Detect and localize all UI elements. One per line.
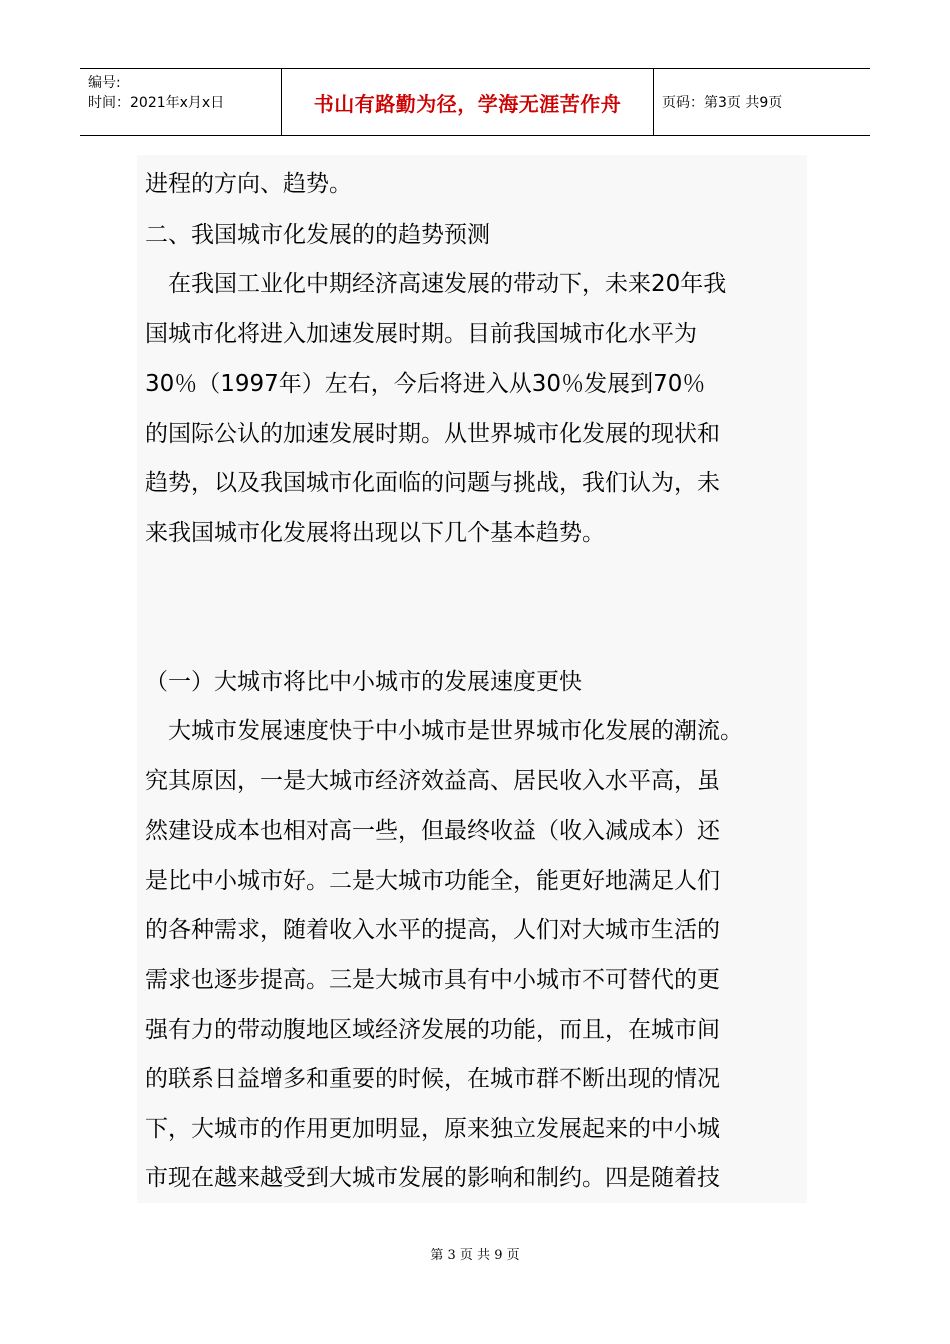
number-label: 编号: (88, 75, 121, 91)
text-line: 强有力的带动腹地区域经济发展的功能，而且，在城市间 (145, 1017, 720, 1043)
body-text-area (137, 155, 807, 1203)
text-line: 国城市化将进入加速发展时期。目前我国城市化水平为 (145, 321, 697, 347)
text-line: 的国际公认的加速发展时期。从世界城市化发展的现状和 (145, 421, 720, 447)
text-line: 然建设成本也相对高一些，但最终收益（收入减成本）还 (145, 818, 720, 844)
text-line: 大城市发展速度快于中小城市是世界城市化发展的潮流。 (145, 718, 743, 744)
subsection-heading: （一）大城市将比中小城市的发展速度更快 (145, 669, 582, 695)
document-header (80, 68, 870, 136)
header-meta-cell (80, 69, 282, 135)
text-line: 的各种需求，随着收入水平的提高，人们对大城市生活的 (145, 917, 720, 943)
date-line: 时间：2021年x月x日 (88, 95, 225, 111)
text-line: 究其原因，一是大城市经济效益高、居民收入水平高，虽 (145, 768, 720, 794)
text-line: 30％（1997年）左右，今后将进入从30％发展到70％ (145, 371, 706, 397)
text-line: 来我国城市化发展将出现以下几个基本趋势。 (145, 520, 605, 546)
text-line: 市现在越来越受到大城市发展的影响和制约。四是随着技 (145, 1165, 720, 1191)
section-heading: 二、我国城市化发展的的趋势预测 (145, 222, 490, 248)
text-line: 是比中小城市好。二是大城市功能全，能更好地满足人们 (145, 868, 720, 894)
page-footer: 第 3 页 共 9 页 (430, 1248, 520, 1263)
text-line: 趋势，以及我国城市化面临的问题与挑战，我们认为，未 (145, 470, 720, 496)
header-page-code: 页码：第3页 共9页 (662, 95, 783, 111)
text-line: 的联系日益增多和重要的时候，在城市群不断出现的情况 (145, 1066, 720, 1092)
header-motto: 书山有路勤为径，学海无涯苦作舟 (282, 69, 654, 135)
text-line: 在我国工业化中期经济高速发展的带动下，未来20年我 (145, 271, 727, 297)
text-line: 下，大城市的作用更加明显，原来独立发展起来的中小城 (145, 1116, 720, 1142)
text-line: 进程的方向、趋势。 (145, 171, 352, 197)
text-line: 需求也逐步提高。三是大城市具有中小城市不可替代的更 (145, 967, 720, 993)
